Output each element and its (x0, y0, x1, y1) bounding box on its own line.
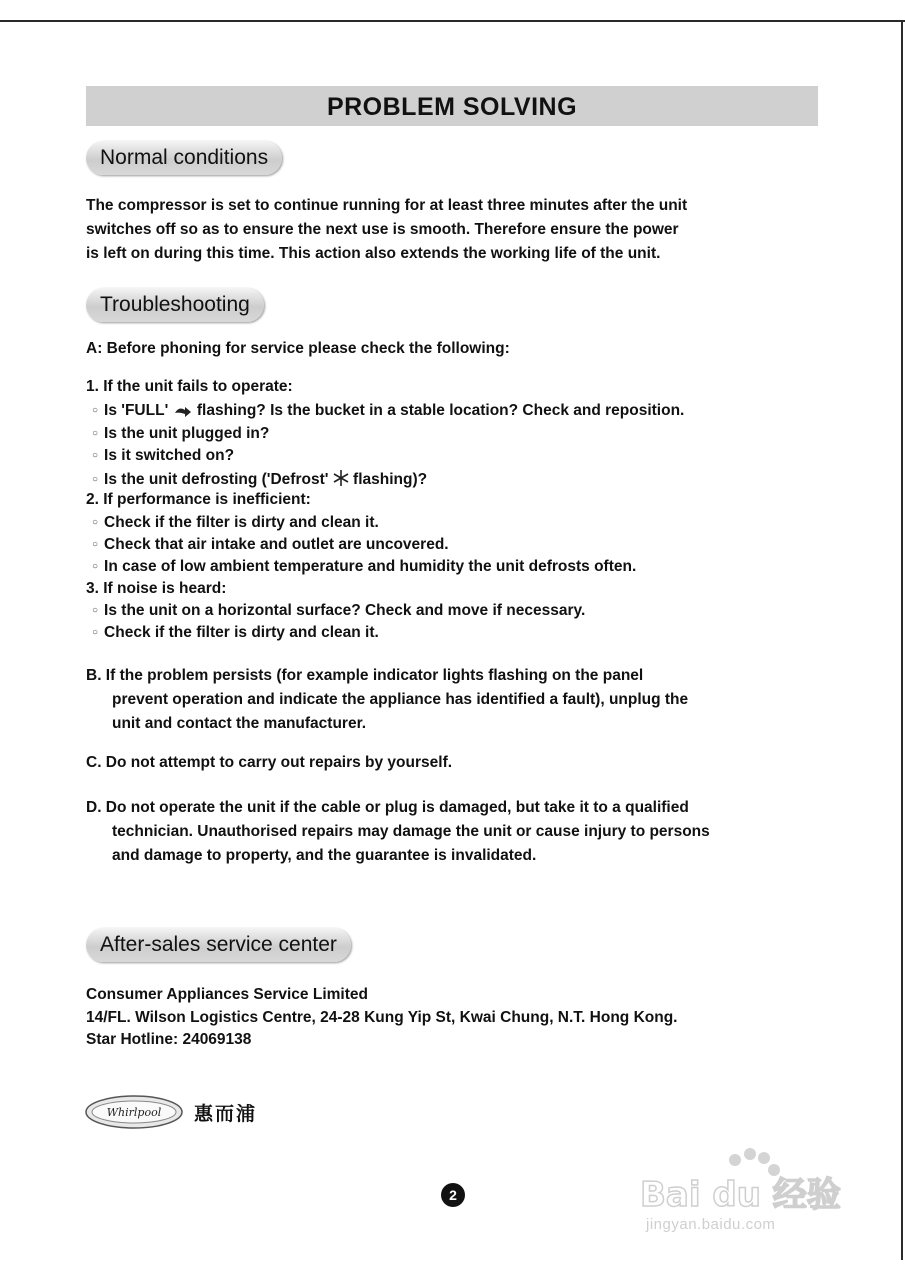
page-title: PROBLEM SOLVING (86, 86, 818, 126)
bullet-text: Check that air intake and outlet are uncovered. (104, 536, 449, 553)
bullet-text: Check if the filter is dirty and clean it. (104, 514, 379, 531)
paragraph-line: The compressor is set to continue running for at least three minutes after the unit (86, 197, 688, 214)
bucket-full-icon (173, 404, 193, 418)
circle-bullet: ○ (92, 474, 99, 485)
note-line: prevent operation and indicate the appliance has identified a fault), unplug the (112, 691, 689, 708)
item-3-bullet-1 (92, 602, 585, 620)
section-heading-troubleshooting: Troubleshooting (86, 288, 264, 322)
note-line: B. If the problem persists (for example indicator lights flashing on the panel (86, 667, 644, 684)
item-1-title: 1. If the unit fails to operate: (86, 378, 293, 395)
circle-bullet: ○ (92, 561, 99, 572)
page-border-right (901, 20, 903, 1260)
item-3-bullet-2 (92, 624, 379, 642)
service-company: Consumer Appliances Service Limited (86, 986, 368, 1003)
circle-bullet: ○ (92, 605, 99, 616)
note-line: D. Do not operate the unit if the cable or plug is damaged, but take it to a qualified (86, 799, 689, 816)
bullet-text: Is it switched on? (104, 447, 235, 464)
item-2-bullet-2 (92, 536, 449, 554)
bullet-text: In case of low ambient temperature and humidity the unit defrosts often. (104, 558, 637, 575)
bullet-text: flashing)? (353, 471, 428, 488)
circle-bullet: ○ (92, 539, 99, 550)
page-number: 2 (441, 1183, 465, 1207)
paragraph-line: is left on during this time. This action also extends the working life of the unit. (86, 245, 661, 262)
watermark-url: jingyan.baidu.com (646, 1216, 776, 1233)
item-1-bullet-3 (92, 447, 234, 465)
section-heading-after-sales: After-sales service center (86, 928, 351, 962)
note-b (86, 664, 826, 736)
item-1-bullet-1 (92, 402, 684, 420)
brand-chinese-name: 惠而浦 (194, 1104, 258, 1125)
item-1-bullet-4 (92, 469, 427, 489)
note-d (86, 796, 826, 868)
bullet-text: Is the unit on a horizontal surface? Check and move if necessary. (104, 602, 586, 619)
circle-bullet: ○ (92, 627, 99, 638)
defrost-icon (333, 469, 349, 487)
note-line: and damage to property, and the guarantee is invalidated. (112, 847, 537, 864)
item-2-title: 2. If performance is inefficient: (86, 491, 311, 508)
section-heading-normal-conditions: Normal conditions (86, 141, 282, 175)
circle-bullet: ○ (92, 517, 99, 528)
troubleshooting-intro: A: Before phoning for service please check the following: (86, 340, 510, 357)
item-2-bullet-3 (92, 558, 636, 576)
item-3-title: 3. If noise is heard: (86, 580, 227, 597)
bullet-text: Check if the filter is dirty and clean it. (104, 624, 379, 641)
paragraph-line: switches off so as to ensure the next use is smooth. Therefore ensure the power (86, 221, 679, 238)
bullet-text: Is 'FULL' (104, 402, 169, 419)
note-c: C. Do not attempt to carry out repairs by yourself. (86, 754, 453, 771)
circle-bullet: ○ (92, 450, 99, 461)
bullet-text: Is the unit defrosting ('Defrost' (104, 471, 329, 488)
circle-bullet: ○ (92, 428, 99, 439)
whirlpool-logo (84, 1093, 184, 1131)
normal-conditions-paragraph (86, 194, 826, 266)
item-1-bullet-2 (92, 425, 269, 443)
circle-bullet: ○ (92, 405, 99, 416)
service-address: 14/FL. Wilson Logistics Centre, 24-28 Kung Yip St, Kwai Chung, N.T. Hong Kong. (86, 1009, 678, 1026)
page-border-top (0, 20, 905, 22)
logo-wordmark: Whirlpool (106, 1106, 162, 1119)
bullet-text: flashing? Is the bucket in a stable location? Check and reposition. (196, 402, 685, 419)
service-hotline: Star Hotline: 24069138 (86, 1031, 252, 1048)
bullet-text: Is the unit plugged in? (104, 425, 270, 442)
item-2-bullet-1 (92, 514, 379, 532)
note-line: unit and contact the manufacturer. (112, 715, 367, 732)
note-line: technician. Unauthorised repairs may damage the unit or cause injury to persons (112, 823, 710, 840)
watermark-logo-text: Bai du 经验 (640, 1175, 841, 1215)
